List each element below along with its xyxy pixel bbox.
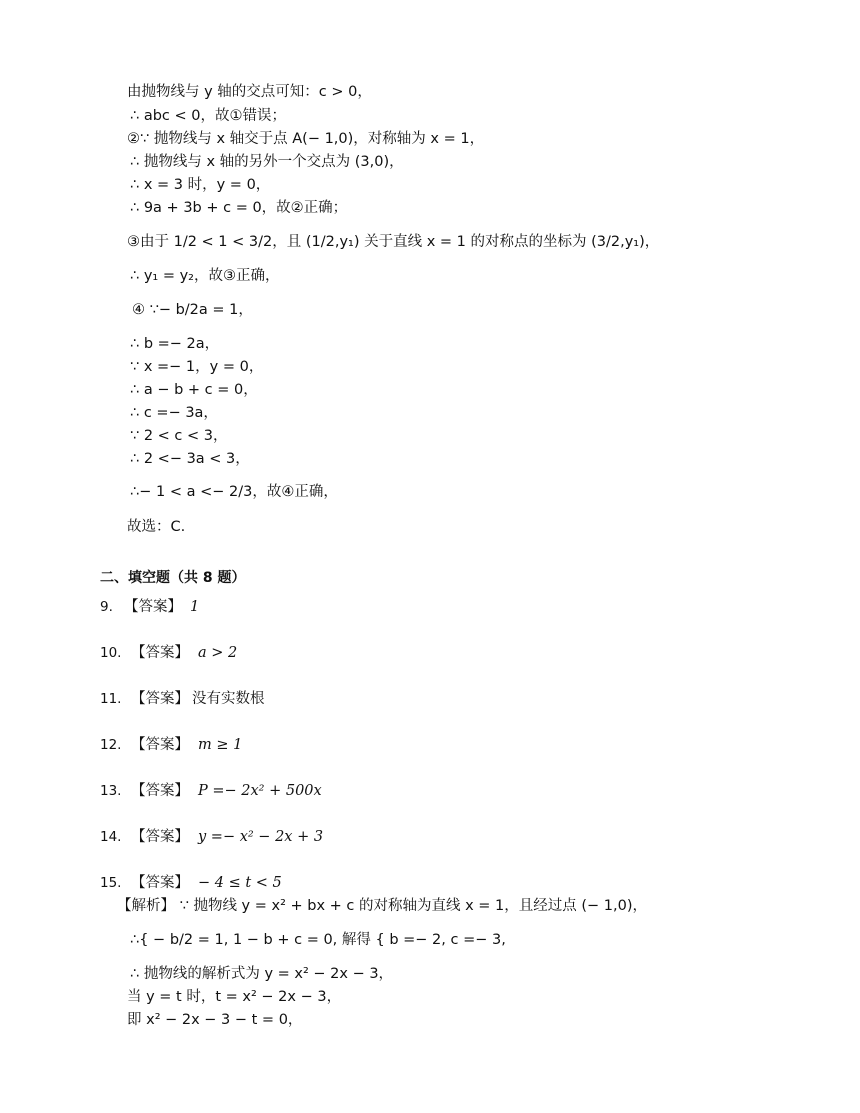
solution-line-6: ∴ 9a + 3b + c = 0，故②正确； xyxy=(130,200,348,216)
answer-number: 13. xyxy=(100,783,122,799)
analysis-line-5: 即 x² − 2x − 3 − t = 0， xyxy=(127,1012,303,1028)
answer-label: 【答案】 xyxy=(131,829,189,845)
solution-line-2: ∴ abc < 0，故①错误； xyxy=(130,108,286,124)
section-heading: 二、填空题（共 8 题） xyxy=(100,570,246,586)
answer-value: m ≥ 1 xyxy=(198,737,243,753)
solution-line-4: ∴ 抛物线与 x 轴的另外一个交点为 (3,0)， xyxy=(130,154,404,170)
solution-line-15: ∴ 2 <− 3a < 3， xyxy=(130,451,250,467)
answer-number: 10. xyxy=(100,645,122,661)
answer-label: 【答案】 xyxy=(131,737,189,753)
answer-label: 【答案】 xyxy=(131,783,189,799)
solution-line-11: ∵ x =− 1，y = 0， xyxy=(130,359,264,375)
solution-line-9: ④ ∵− b/2a = 1， xyxy=(132,302,253,318)
answer-label: 【答案】 xyxy=(124,599,182,615)
solution-line-14: ∵ 2 < c < 3， xyxy=(130,428,228,444)
answer-label: 【答案】 xyxy=(131,645,189,661)
analysis-line-4: 当 y = t 时，t = x² − 2x − 3， xyxy=(127,989,342,1005)
answer-value: P =− 2x² + 500x xyxy=(198,783,322,799)
solution-line-16: ∴− 1 < a <− 2/3，故④正确， xyxy=(130,484,338,500)
analysis-line-3: ∴ 抛物线的解析式为 y = x² − 2x − 3， xyxy=(130,966,394,982)
answer-number: 9. xyxy=(100,599,113,615)
answer-value: y =− x² − 2x + 3 xyxy=(198,829,324,845)
analysis-line-2: ∴{ − b/2 = 1, 1 − b + c = 0, 解得 { b =− 2, c =− 3, xyxy=(130,932,506,948)
solution-line-7: ③由于 1/2 < 1 < 3/2，且 (1/2,y₁) 关于直线 x = 1 的对称点的坐标为 (3/2,y₁)， xyxy=(127,234,660,250)
solution-line-8: ∴ y₁ = y₂，故③正确， xyxy=(130,268,280,284)
answer-number: 11. xyxy=(100,691,122,707)
answer-value: a > 2 xyxy=(198,645,238,661)
answer-value: 没有实数根 xyxy=(192,691,265,707)
answer-label: 【答案】 xyxy=(131,875,189,891)
solution-line-12: ∴ a − b + c = 0， xyxy=(130,382,258,398)
solution-line-10: ∴ b =− 2a， xyxy=(130,336,220,352)
answer-number: 12. xyxy=(100,737,122,753)
solution-line-13: ∴ c =− 3a， xyxy=(130,405,218,421)
answer-value: 1 xyxy=(190,599,200,615)
answer-value: − 4 ≤ t < 5 xyxy=(198,875,282,891)
solution-line-1: 由抛物线与 y 轴的交点可知：c > 0， xyxy=(127,84,372,100)
solution-line-5: ∴ x = 3 时，y = 0， xyxy=(130,177,271,193)
solution-line-3: ②∵ 抛物线与 x 轴交于点 A(− 1,0)，对称轴为 x = 1， xyxy=(127,131,485,147)
answer-label: 【答案】 xyxy=(131,691,189,707)
answer-number: 14. xyxy=(100,829,122,845)
analysis-line-1: 【解析】 ∵ 抛物线 y = x² + bx + c 的对称轴为直线 x = 1，且经过点 (− 1,0)， xyxy=(117,898,648,914)
solution-line-17: 故选：C. xyxy=(127,519,186,535)
answer-number: 15. xyxy=(100,875,122,891)
